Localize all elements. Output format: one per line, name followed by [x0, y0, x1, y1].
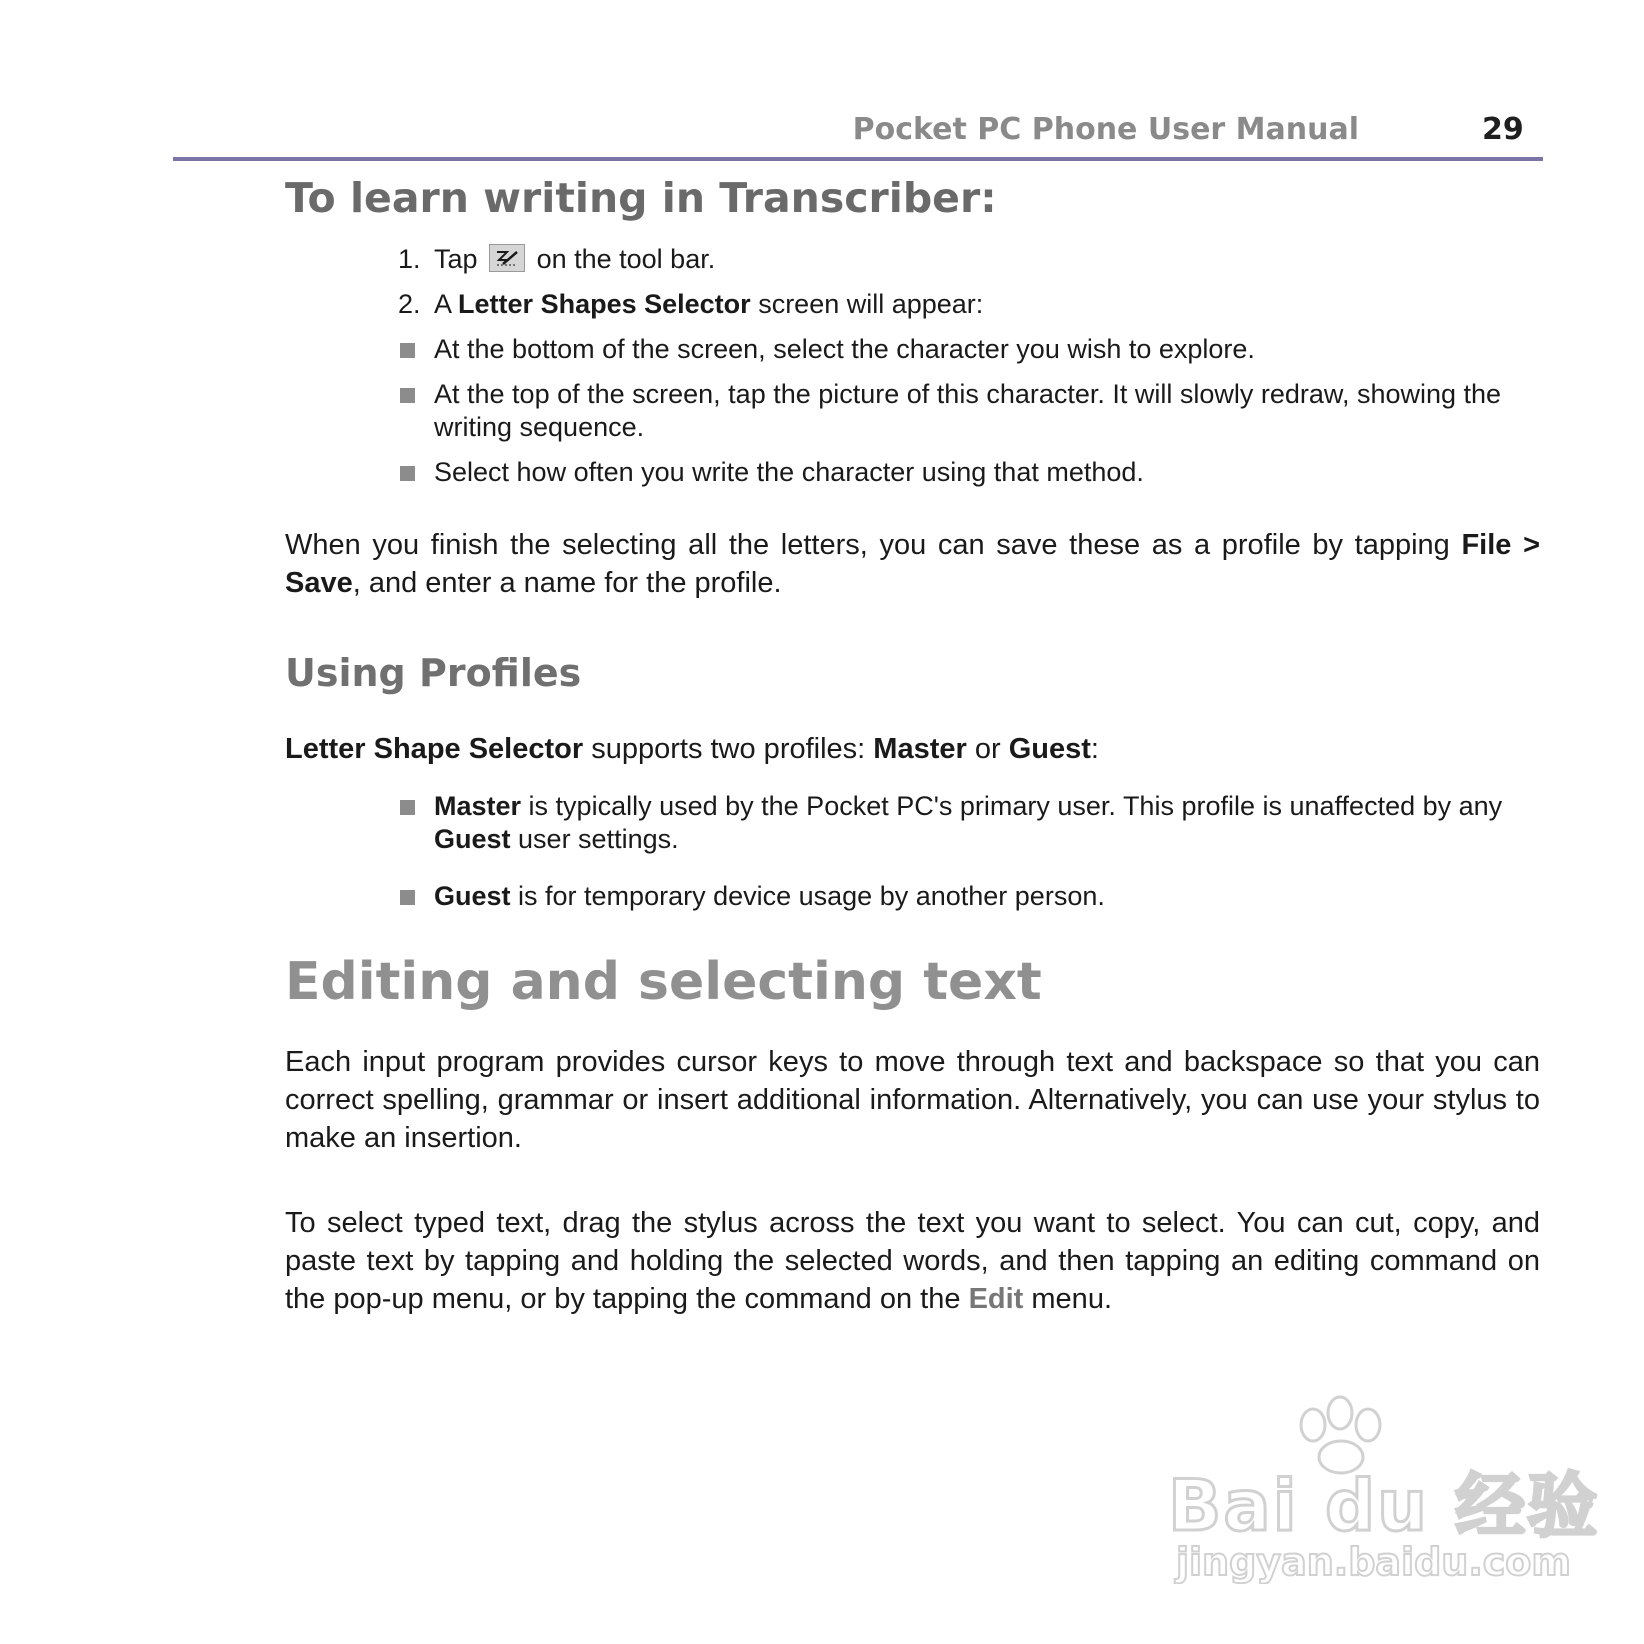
heading-using-profiles: Using Profiles	[285, 651, 582, 695]
step-text: screen will appear:	[758, 289, 984, 319]
running-header-title: Pocket PC Phone User Manual	[852, 112, 1359, 147]
watermark-brand: Bai du 经验	[1168, 1465, 1600, 1547]
master-term: Master	[434, 791, 522, 821]
bullet-square-icon	[400, 466, 415, 481]
bullet-square-icon	[400, 343, 415, 358]
bullet-text: At the bottom of the screen, select the character you wish to explore.	[434, 334, 1255, 364]
step-item	[398, 243, 1540, 276]
bullet-text: user settings.	[510, 824, 679, 854]
learn-steps-list	[398, 243, 1540, 501]
step-number: 2.	[398, 289, 421, 319]
bullet-square-icon	[400, 388, 415, 403]
bullet-text: Select how often you write the character using that method.	[434, 457, 1144, 487]
para-text: , and enter a name for the profile.	[352, 567, 782, 599]
transcriber-pen-icon[interactable]	[489, 244, 525, 272]
bullet-text: is typically used by the Pocket PC's primary user. This profile is unaffected by any	[521, 791, 1503, 821]
para-text: :	[1090, 733, 1099, 765]
bullet-square-icon	[400, 890, 415, 905]
file-save-term: File > Save	[285, 529, 1541, 599]
para-text: menu.	[1023, 1283, 1113, 1315]
selector-term: Letter Shape Selector	[285, 733, 584, 765]
watermark-url: jingyan.baidu.com	[1176, 1540, 1571, 1584]
guest-term: Guest	[434, 824, 511, 854]
profiles-list	[398, 790, 1540, 937]
bullet-item	[398, 378, 1540, 444]
heading-learn-writing: To learn writing in Transcriber:	[285, 174, 997, 222]
para-text: To select typed text, drag the stylus across the text you want to select. You can cut, copy, and paste text by tapping and holding the selected words, and then tapping an editing command on the pop-up menu, or by tapping the command on the	[285, 1207, 1540, 1315]
step-number: 1.	[398, 244, 421, 274]
bullet-item	[398, 456, 1540, 489]
guest-term: Guest	[434, 881, 511, 911]
selecting-paragraph	[285, 1204, 1540, 1318]
para-text: supports two profiles:	[583, 733, 874, 765]
para-text: or	[966, 733, 1009, 765]
header-divider	[173, 157, 1543, 161]
save-profile-paragraph	[285, 526, 1540, 602]
editing-paragraph: Each input program provides cursor keys to move through text and backspace so that you can correct spelling, grammar or insert additional information. Alternatively, you can use your stylus to make an insertion.	[285, 1046, 1540, 1154]
bullet-item	[398, 333, 1540, 366]
bullet-text: is for temporary device usage by another person.	[510, 881, 1105, 911]
bullet-item	[398, 790, 1540, 856]
profiles-intro	[285, 730, 1540, 768]
para-text: When you finish the selecting all the letters, you can save these as a profile by tapping	[285, 529, 1462, 561]
step-bold-term: Letter Shapes Selector	[458, 289, 751, 319]
edit-menu-link[interactable]: Edit	[968, 1283, 1024, 1315]
page-number: 29	[1482, 112, 1524, 147]
step-text: A	[434, 289, 451, 319]
step-text: Tap	[434, 244, 478, 274]
baidu-watermark	[1168, 1395, 1600, 1595]
bullet-text: At the top of the screen, tap the picture of this character. It will slowly redraw, showing the writing sequence.	[434, 379, 1502, 442]
step-text: on the tool bar.	[536, 244, 716, 274]
step-item	[398, 288, 1540, 321]
guest-term: Guest	[1008, 733, 1091, 765]
bullet-square-icon	[400, 800, 415, 815]
heading-editing-text: Editing and selecting text	[285, 952, 1042, 1012]
bullet-item	[398, 880, 1540, 913]
master-term: Master	[873, 733, 967, 765]
